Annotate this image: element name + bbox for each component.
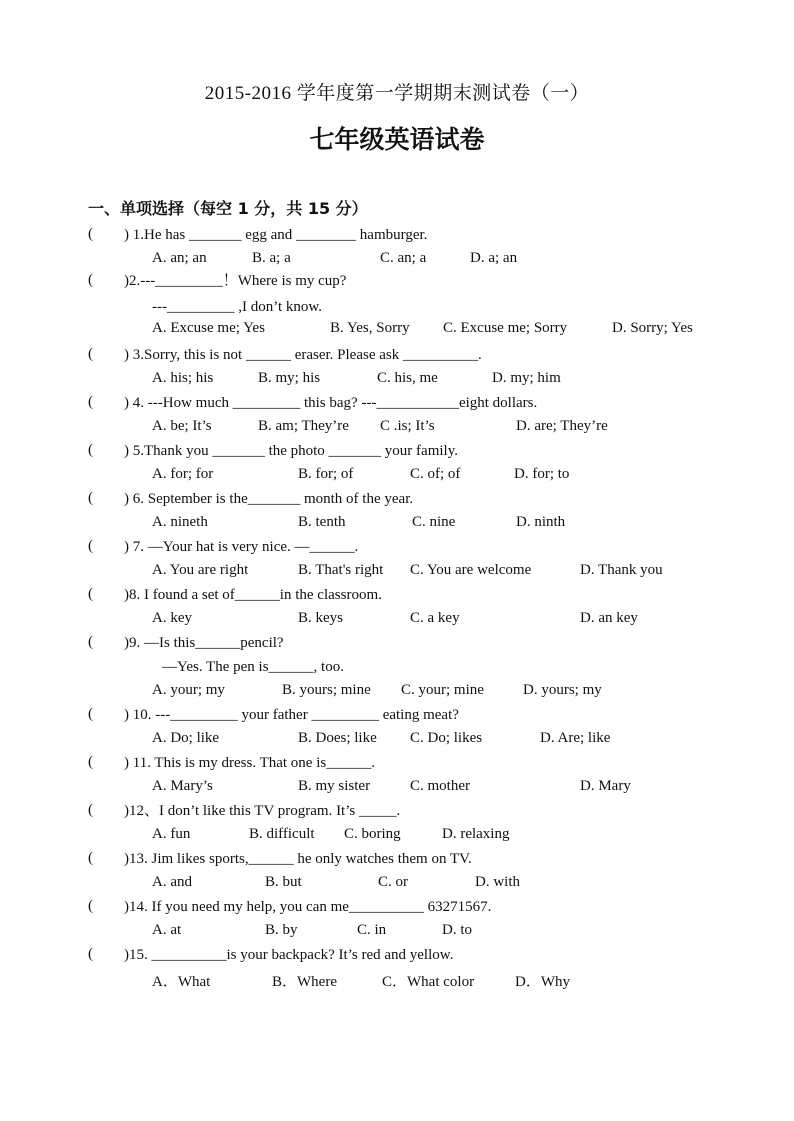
option-d[interactable]: D. Are; like (540, 730, 611, 746)
option-b[interactable]: B. my sister (298, 778, 371, 794)
option-a[interactable]: A. Excuse me; Yes (152, 320, 265, 336)
option-d[interactable]: D. relaxing (442, 826, 510, 842)
option-b[interactable]: B. Yes, Sorry (330, 320, 410, 336)
option-b[interactable]: B. difficult (249, 826, 315, 842)
option-d[interactable]: D. a; an (470, 250, 518, 266)
option-d[interactable]: D. ninth (516, 514, 566, 530)
option-a[interactable]: A. his; his (152, 370, 214, 386)
option-a[interactable]: A. for; for (152, 466, 214, 482)
answer-paren: ( (88, 706, 93, 722)
option-a[interactable]: A. be; It’s (152, 418, 212, 434)
answer-paren: ( (88, 754, 93, 770)
answer-paren: ( (88, 802, 93, 818)
answer-paren: ( (88, 226, 93, 242)
exam-subtitle: 七年级英语试卷 (309, 125, 485, 154)
option-b[interactable]: B. but (265, 874, 302, 890)
exam-title: 2015-2016 学年度第一学期期末测试卷（一） (204, 83, 590, 104)
question-stem: )14. If you need my help, you can me__________ 63271567. (124, 899, 492, 915)
answer-paren: ( (88, 538, 93, 554)
option-d[interactable]: D. Thank you (580, 562, 663, 578)
option-d[interactable]: D. to (442, 922, 472, 938)
option-a[interactable]: A. and (152, 874, 192, 890)
option-d[interactable]: D. my; him (492, 370, 561, 386)
question-stem: )8. I found a set of______in the classroom. (124, 587, 382, 603)
option-b[interactable]: B. for; of (298, 466, 354, 482)
option-a[interactable]: A. key (152, 610, 192, 626)
option-c[interactable]: C. Do; likes (410, 730, 483, 746)
question-stem: ) 4. ---How much _________ this bag? ---___________eight dollars. (124, 395, 538, 411)
question-stem-continued: —Yes. The pen is______, too. (162, 659, 344, 675)
option-a[interactable]: A. an; an (152, 250, 207, 266)
option-b[interactable]: B．Where (272, 974, 337, 990)
option-c[interactable]: C. nine (412, 514, 456, 530)
option-a[interactable]: A. Do; like (152, 730, 220, 746)
option-c[interactable]: C. boring (344, 826, 401, 842)
answer-paren: ( (88, 946, 93, 962)
option-d[interactable]: D. for; to (514, 466, 570, 482)
option-b[interactable]: B. keys (298, 610, 343, 626)
option-d[interactable]: D. an key (580, 610, 638, 626)
question-stem: ) 11. This is my dress. That one is______. (124, 755, 375, 771)
option-b[interactable]: B. That's right (298, 562, 384, 578)
option-c[interactable]: C. or (378, 874, 408, 890)
option-c[interactable]: C. Excuse me; Sorry (443, 320, 568, 336)
option-a[interactable]: A. at (152, 922, 182, 938)
option-b[interactable]: B. by (265, 922, 298, 938)
answer-paren: ( (88, 634, 93, 650)
option-b[interactable]: B. a; a (252, 250, 291, 266)
option-a[interactable]: A. fun (152, 826, 191, 842)
option-c[interactable]: C. in (357, 922, 387, 938)
section-heading: 一、单项选择（每空 1 分，共 15 分） (88, 199, 368, 218)
question-stem: ) 1.He has _______ egg and ________ hamburger. (124, 227, 428, 243)
option-c[interactable]: C. a key (410, 610, 460, 626)
option-c[interactable]: C. mother (410, 778, 470, 794)
question-stem: ) 5.Thank you _______ the photo _______ your family. (124, 443, 458, 459)
option-d[interactable]: D. are; They’re (516, 418, 608, 434)
answer-paren: ( (88, 490, 93, 506)
answer-paren: ( (88, 850, 93, 866)
question-stem: )12、I don’t like this TV program. It’s _____. (124, 803, 401, 819)
option-a[interactable]: A. nineth (152, 514, 208, 530)
option-c[interactable]: C. your; mine (401, 682, 484, 698)
question-stem-continued: ---_________ ,I don’t know. (152, 299, 322, 315)
option-b[interactable]: B. tenth (298, 514, 346, 530)
option-a[interactable]: A. Mary’s (152, 778, 213, 794)
option-c[interactable]: C .is; It’s (380, 418, 435, 434)
question-stem: ) 3.Sorry, this is not ______ eraser. Please ask __________. (124, 347, 482, 363)
option-b[interactable]: B. my; his (258, 370, 321, 386)
option-c[interactable]: C. of; of (410, 466, 461, 482)
answer-paren: ( (88, 586, 93, 602)
answer-paren: ( (88, 442, 93, 458)
option-d[interactable]: D. with (475, 874, 520, 890)
option-d[interactable]: D．Why (515, 974, 570, 990)
question-stem: ) 7. —Your hat is very nice. —______. (124, 539, 359, 555)
option-b[interactable]: B. Does; like (298, 730, 377, 746)
option-d[interactable]: D. Mary (580, 778, 631, 794)
option-a[interactable]: A．What (152, 974, 211, 990)
answer-paren: ( (88, 898, 93, 914)
question-stem: ) 6. September is the_______ month of the year. (124, 491, 414, 507)
option-b[interactable]: B. am; They’re (258, 418, 349, 434)
answer-paren: ( (88, 394, 93, 410)
answer-paren: ( (88, 272, 93, 288)
option-d[interactable]: D. yours; my (523, 682, 602, 698)
option-c[interactable]: C. You are welcome (410, 562, 532, 578)
option-a[interactable]: A. your; my (152, 682, 225, 698)
option-c[interactable]: C. his, me (377, 370, 438, 386)
question-stem: ) 10. ---_________ your father _________ eating meat? (124, 707, 459, 723)
question-stem: )9. —Is this______pencil? (124, 635, 284, 651)
option-a[interactable]: A. You are right (152, 562, 249, 578)
question-stem: )13. Jim likes sports,______ he only watches them on TV. (124, 851, 472, 867)
answer-paren: ( (88, 346, 93, 362)
option-d[interactable]: D. Sorry; Yes (612, 320, 693, 336)
option-c[interactable]: C. an; a (380, 250, 427, 266)
option-c[interactable]: C．What color (382, 974, 475, 990)
option-b[interactable]: B. yours; mine (282, 682, 371, 698)
question-stem: )15. __________is your backpack? It’s red and yellow. (124, 947, 454, 963)
question-stem: )2.---_________！Where is my cup? (124, 273, 347, 289)
